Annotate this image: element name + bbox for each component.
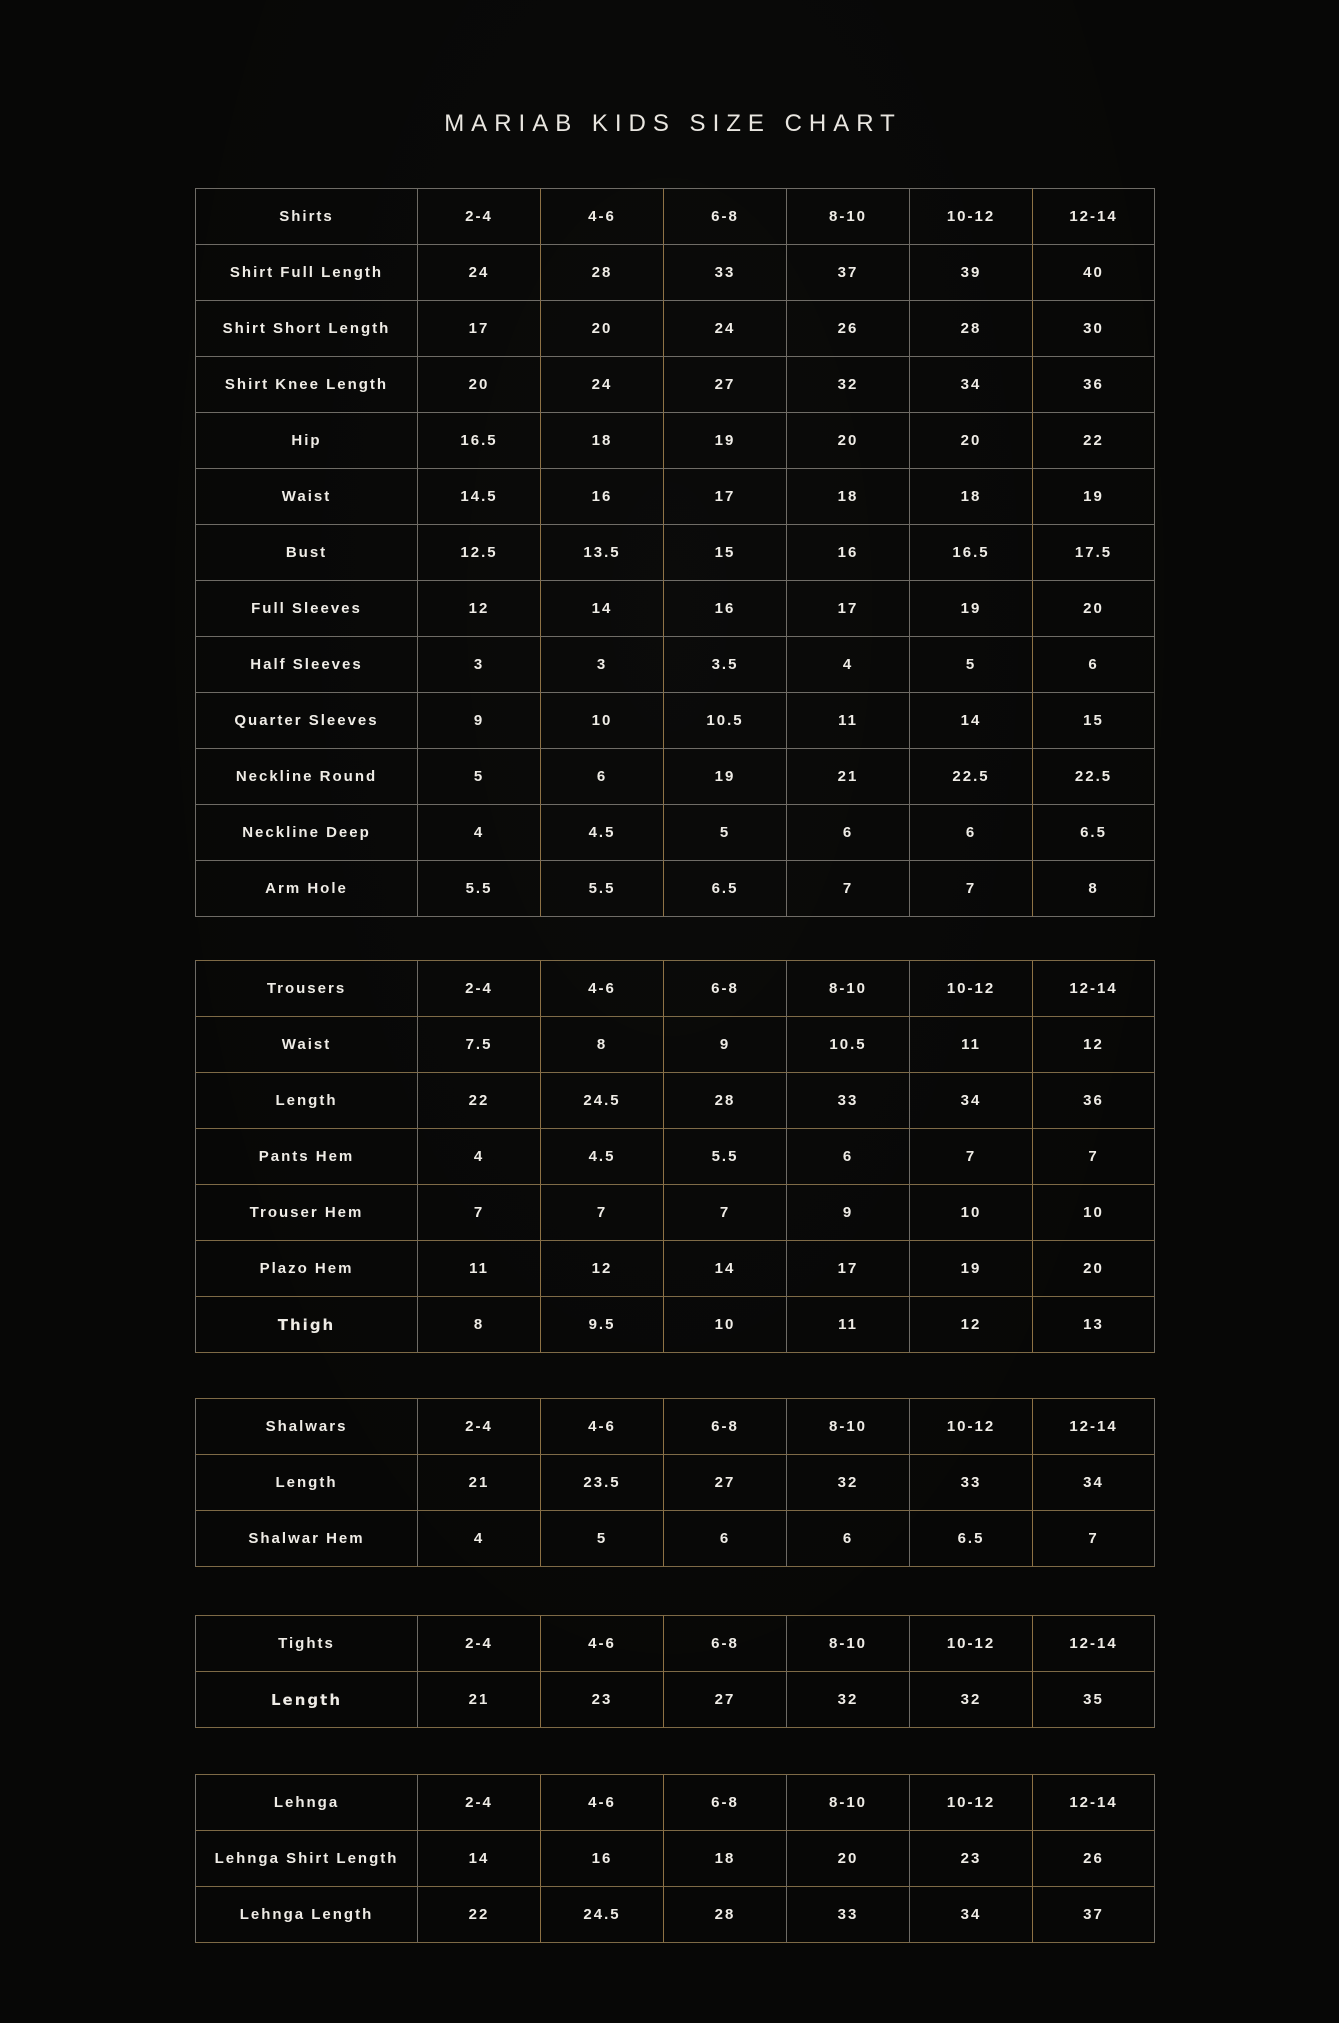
size-value-cell: 12	[909, 1296, 1032, 1353]
size-header-cell: 6-8	[663, 1615, 786, 1671]
size-table-shalwars	[195, 1398, 1155, 1567]
size-value-cell: 3.5	[663, 636, 786, 692]
size-header-cell: 12-14	[1032, 188, 1155, 244]
size-value-cell: 20	[786, 1830, 909, 1886]
size-header-cell: 12-14	[1032, 960, 1155, 1016]
size-value-cell: 16.5	[417, 412, 540, 468]
table-row	[195, 748, 1155, 804]
size-value-cell: 37	[786, 244, 909, 300]
row-label-cell: Thigh	[195, 1296, 417, 1353]
table-row	[195, 860, 1155, 917]
size-value-cell: 4	[417, 1128, 540, 1184]
size-value-cell: 6	[786, 804, 909, 860]
size-header-cell: 12-14	[1032, 1398, 1155, 1454]
size-value-cell: 5.5	[417, 860, 540, 917]
size-value-cell: 10	[909, 1184, 1032, 1240]
size-header-cell: 12-14	[1032, 1615, 1155, 1671]
size-header-row	[195, 1774, 1155, 1830]
size-value-cell: 20	[786, 412, 909, 468]
size-value-cell: 20	[540, 300, 663, 356]
size-value-cell: 20	[417, 356, 540, 412]
table-row	[195, 636, 1155, 692]
size-value-cell: 7	[663, 1184, 786, 1240]
size-value-cell: 7	[1032, 1510, 1155, 1567]
size-value-cell: 28	[663, 1886, 786, 1943]
size-value-cell: 7	[417, 1184, 540, 1240]
size-header-cell: 10-12	[909, 960, 1032, 1016]
size-value-cell: 18	[786, 468, 909, 524]
size-value-cell: 11	[786, 692, 909, 748]
size-header-cell: 6-8	[663, 960, 786, 1016]
size-value-cell: 10	[540, 692, 663, 748]
table-row	[195, 1830, 1155, 1886]
size-value-cell: 15	[663, 524, 786, 580]
row-label-cell: Pants Hem	[195, 1128, 417, 1184]
size-value-cell: 21	[417, 1671, 540, 1728]
size-value-cell: 28	[663, 1072, 786, 1128]
size-value-cell: 15	[1032, 692, 1155, 748]
size-header-row	[195, 1615, 1155, 1671]
size-value-cell: 12	[1032, 1016, 1155, 1072]
size-value-cell: 34	[909, 1886, 1032, 1943]
table-row	[195, 244, 1155, 300]
size-value-cell: 5	[540, 1510, 663, 1567]
size-value-cell: 8	[1032, 860, 1155, 917]
table-row	[195, 1016, 1155, 1072]
size-value-cell: 23.5	[540, 1454, 663, 1510]
size-value-cell: 32	[909, 1671, 1032, 1728]
size-value-cell: 40	[1032, 244, 1155, 300]
size-value-cell: 5.5	[663, 1128, 786, 1184]
size-header-cell: 6-8	[663, 1774, 786, 1830]
size-value-cell: 19	[663, 412, 786, 468]
size-value-cell: 17.5	[1032, 524, 1155, 580]
size-value-cell: 9	[786, 1184, 909, 1240]
size-value-cell: 16	[540, 468, 663, 524]
size-table-lehnga	[195, 1774, 1155, 1943]
size-value-cell: 4	[417, 804, 540, 860]
size-header-row	[195, 960, 1155, 1016]
size-value-cell: 9.5	[540, 1296, 663, 1353]
size-value-cell: 13.5	[540, 524, 663, 580]
row-label-cell: Full Sleeves	[195, 580, 417, 636]
size-value-cell: 11	[417, 1240, 540, 1296]
size-value-cell: 23	[909, 1830, 1032, 1886]
row-label-cell: Trouser Hem	[195, 1184, 417, 1240]
row-label-cell: Shirt Full Length	[195, 244, 417, 300]
row-label-cell: Length	[195, 1671, 417, 1728]
size-value-cell: 8	[417, 1296, 540, 1353]
size-header-cell: 4-6	[540, 960, 663, 1016]
size-value-cell: 4	[417, 1510, 540, 1567]
size-value-cell: 22	[417, 1072, 540, 1128]
size-value-cell: 10	[1032, 1184, 1155, 1240]
table-row	[195, 468, 1155, 524]
row-label-cell: Half Sleeves	[195, 636, 417, 692]
size-header-cell: 10-12	[909, 1774, 1032, 1830]
size-value-cell: 17	[417, 300, 540, 356]
size-value-cell: 27	[663, 1671, 786, 1728]
size-value-cell: 13	[1032, 1296, 1155, 1353]
size-value-cell: 5	[909, 636, 1032, 692]
size-value-cell: 4	[786, 636, 909, 692]
size-header-cell: 2-4	[417, 960, 540, 1016]
table-row	[195, 412, 1155, 468]
table-title-cell: Tights	[195, 1615, 417, 1671]
row-label-cell: Plazo Hem	[195, 1240, 417, 1296]
table-title-cell: Trousers	[195, 960, 417, 1016]
size-value-cell: 17	[663, 468, 786, 524]
size-value-cell: 6	[909, 804, 1032, 860]
size-value-cell: 19	[909, 1240, 1032, 1296]
size-table-shirts	[195, 188, 1155, 917]
size-value-cell: 7	[909, 1128, 1032, 1184]
size-header-cell: 8-10	[786, 1774, 909, 1830]
table-row	[195, 356, 1155, 412]
size-header-cell: 6-8	[663, 188, 786, 244]
size-table-tights	[195, 1615, 1155, 1728]
table-row	[195, 804, 1155, 860]
size-value-cell: 17	[786, 1240, 909, 1296]
size-value-cell: 18	[909, 468, 1032, 524]
size-value-cell: 33	[786, 1072, 909, 1128]
size-value-cell: 34	[909, 1072, 1032, 1128]
page-title: MARIAB KIDS SIZE CHART	[444, 110, 902, 137]
row-label-cell: Neckline Round	[195, 748, 417, 804]
size-value-cell: 32	[786, 1454, 909, 1510]
size-header-cell: 8-10	[786, 960, 909, 1016]
size-value-cell: 4.5	[540, 1128, 663, 1184]
row-label-cell: Shirt Short Length	[195, 300, 417, 356]
size-value-cell: 33	[786, 1886, 909, 1943]
size-value-cell: 37	[1032, 1886, 1155, 1943]
size-value-cell: 21	[786, 748, 909, 804]
size-value-cell: 35	[1032, 1671, 1155, 1728]
size-value-cell: 7	[540, 1184, 663, 1240]
table-row	[195, 1184, 1155, 1240]
table-row	[195, 692, 1155, 748]
size-value-cell: 22	[417, 1886, 540, 1943]
size-value-cell: 28	[909, 300, 1032, 356]
size-value-cell: 7.5	[417, 1016, 540, 1072]
row-label-cell: Quarter Sleeves	[195, 692, 417, 748]
table-title-cell: Shirts	[195, 188, 417, 244]
size-header-row	[195, 1398, 1155, 1454]
row-label-cell: Shirt Knee Length	[195, 356, 417, 412]
size-header-cell: 4-6	[540, 1774, 663, 1830]
size-value-cell: 20	[1032, 1240, 1155, 1296]
size-value-cell: 5	[663, 804, 786, 860]
size-header-cell: 8-10	[786, 1615, 909, 1671]
size-value-cell: 27	[663, 356, 786, 412]
row-label-cell: Length	[195, 1072, 417, 1128]
row-label-cell: Lehnga Shirt Length	[195, 1830, 417, 1886]
size-header-cell: 4-6	[540, 1398, 663, 1454]
size-value-cell: 16.5	[909, 524, 1032, 580]
size-header-cell: 2-4	[417, 1398, 540, 1454]
size-value-cell: 33	[909, 1454, 1032, 1510]
size-value-cell: 20	[1032, 580, 1155, 636]
table-row	[195, 1128, 1155, 1184]
size-value-cell: 4.5	[540, 804, 663, 860]
size-value-cell: 18	[663, 1830, 786, 1886]
size-value-cell: 33	[663, 244, 786, 300]
table-row	[195, 580, 1155, 636]
size-value-cell: 26	[1032, 1830, 1155, 1886]
size-value-cell: 24	[540, 356, 663, 412]
size-value-cell: 24	[417, 244, 540, 300]
size-value-cell: 6.5	[909, 1510, 1032, 1567]
size-value-cell: 22.5	[909, 748, 1032, 804]
size-header-row	[195, 188, 1155, 244]
size-value-cell: 11	[909, 1016, 1032, 1072]
size-header-cell: 8-10	[786, 1398, 909, 1454]
row-label-cell: Shalwar Hem	[195, 1510, 417, 1567]
size-header-cell: 4-6	[540, 1615, 663, 1671]
size-value-cell: 18	[540, 412, 663, 468]
table-row	[195, 1510, 1155, 1567]
size-value-cell: 6	[786, 1510, 909, 1567]
size-value-cell: 34	[1032, 1454, 1155, 1510]
table-row	[195, 300, 1155, 356]
size-value-cell: 19	[1032, 468, 1155, 524]
size-value-cell: 19	[663, 748, 786, 804]
size-value-cell: 32	[786, 356, 909, 412]
size-value-cell: 6	[663, 1510, 786, 1567]
row-label-cell: Arm Hole	[195, 860, 417, 917]
size-value-cell: 6.5	[1032, 804, 1155, 860]
size-value-cell: 24	[663, 300, 786, 356]
row-label-cell: Length	[195, 1454, 417, 1510]
size-value-cell: 16	[540, 1830, 663, 1886]
size-value-cell: 39	[909, 244, 1032, 300]
size-value-cell: 28	[540, 244, 663, 300]
size-value-cell: 16	[786, 524, 909, 580]
table-row	[195, 1240, 1155, 1296]
size-value-cell: 27	[663, 1454, 786, 1510]
size-value-cell: 36	[1032, 1072, 1155, 1128]
size-value-cell: 8	[540, 1016, 663, 1072]
size-value-cell: 20	[909, 412, 1032, 468]
size-header-cell: 6-8	[663, 1398, 786, 1454]
size-table-trousers	[195, 960, 1155, 1353]
size-value-cell: 10.5	[663, 692, 786, 748]
size-header-cell: 10-12	[909, 1398, 1032, 1454]
size-header-cell: 2-4	[417, 1615, 540, 1671]
size-value-cell: 6.5	[663, 860, 786, 917]
table-row	[195, 1072, 1155, 1128]
size-header-cell: 10-12	[909, 188, 1032, 244]
row-label-cell: Bust	[195, 524, 417, 580]
size-value-cell: 26	[786, 300, 909, 356]
size-value-cell: 22.5	[1032, 748, 1155, 804]
size-header-cell: 2-4	[417, 1774, 540, 1830]
size-header-cell: 10-12	[909, 1615, 1032, 1671]
size-value-cell: 22	[1032, 412, 1155, 468]
size-value-cell: 10.5	[786, 1016, 909, 1072]
size-value-cell: 9	[417, 692, 540, 748]
table-row	[195, 1671, 1155, 1728]
size-value-cell: 17	[786, 580, 909, 636]
size-value-cell: 24.5	[540, 1886, 663, 1943]
size-value-cell: 12	[540, 1240, 663, 1296]
table-row	[195, 524, 1155, 580]
table-row	[195, 1454, 1155, 1510]
row-label-cell: Lehnga Length	[195, 1886, 417, 1943]
size-value-cell: 7	[909, 860, 1032, 917]
table-title-cell: Shalwars	[195, 1398, 417, 1454]
size-value-cell: 34	[909, 356, 1032, 412]
size-value-cell: 19	[909, 580, 1032, 636]
size-value-cell: 6	[786, 1128, 909, 1184]
table-row	[195, 1886, 1155, 1943]
size-value-cell: 9	[663, 1016, 786, 1072]
size-value-cell: 16	[663, 580, 786, 636]
size-value-cell: 7	[1032, 1128, 1155, 1184]
row-label-cell: Neckline Deep	[195, 804, 417, 860]
size-value-cell: 10	[663, 1296, 786, 1353]
size-value-cell: 23	[540, 1671, 663, 1728]
size-value-cell: 14	[909, 692, 1032, 748]
row-label-cell: Hip	[195, 412, 417, 468]
size-header-cell: 4-6	[540, 188, 663, 244]
size-value-cell: 14.5	[417, 468, 540, 524]
size-header-cell: 8-10	[786, 188, 909, 244]
size-value-cell: 14	[663, 1240, 786, 1296]
size-value-cell: 7	[786, 860, 909, 917]
size-value-cell: 3	[540, 636, 663, 692]
size-value-cell: 3	[417, 636, 540, 692]
size-header-cell: 2-4	[417, 188, 540, 244]
size-value-cell: 21	[417, 1454, 540, 1510]
size-value-cell: 12.5	[417, 524, 540, 580]
size-header-cell: 12-14	[1032, 1774, 1155, 1830]
size-value-cell: 36	[1032, 356, 1155, 412]
size-value-cell: 5	[417, 748, 540, 804]
size-value-cell: 6	[1032, 636, 1155, 692]
size-value-cell: 14	[417, 1830, 540, 1886]
size-value-cell: 5.5	[540, 860, 663, 917]
size-value-cell: 12	[417, 580, 540, 636]
size-value-cell: 6	[540, 748, 663, 804]
size-value-cell: 14	[540, 580, 663, 636]
row-label-cell: Waist	[195, 468, 417, 524]
size-value-cell: 24.5	[540, 1072, 663, 1128]
size-value-cell: 11	[786, 1296, 909, 1353]
table-title-cell: Lehnga	[195, 1774, 417, 1830]
size-value-cell: 32	[786, 1671, 909, 1728]
size-value-cell: 30	[1032, 300, 1155, 356]
row-label-cell: Waist	[195, 1016, 417, 1072]
table-row	[195, 1296, 1155, 1353]
